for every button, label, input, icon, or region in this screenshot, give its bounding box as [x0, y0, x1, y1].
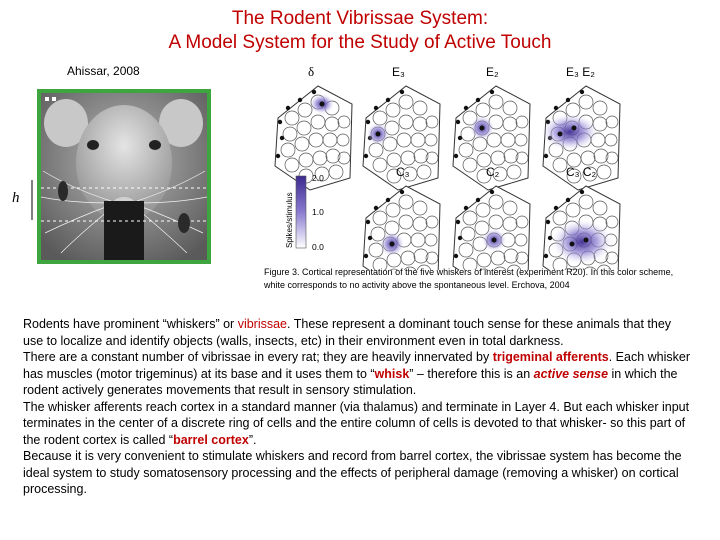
rat-whisker-photo [37, 89, 211, 264]
barrel-cortex-figure [258, 60, 628, 270]
title-line-1: The Rodent Vibrissae System: [231, 8, 489, 29]
colorbar-tick-mid: 1.0 [312, 207, 324, 217]
photo-credit: Ahissar, 2008 [67, 64, 140, 78]
term-vibrissae: vibrissae [237, 317, 288, 331]
map-c2 [453, 186, 530, 270]
term-active-sense: active sense [533, 366, 609, 381]
paragraph-3: The whisker afferents reach cortex in a standard manner (via thalamus) and terminate in Layer 4. But each whisker input terminates in the center of a discrete ring of cells and the entire column of cells is devoted to that whisker- so this part of the rodent cortex is called “barrel cortex”. [23, 399, 690, 447]
label-e3e2: E₃ E₂ [566, 65, 595, 79]
map-c3 [363, 186, 440, 270]
body-text [23, 316, 693, 498]
colorbar [296, 176, 306, 248]
colorbar-tick-high: 2.0 [312, 173, 324, 183]
colorbar-tick-low: 0.0 [312, 242, 324, 252]
label-e2: E₂ [486, 65, 499, 79]
paragraph-4: Because it is very convenient to stimulate whiskers and record from barrel cortex, the vibrissae system has become the ideal system to study somatosensory processing and the effects of peripheral damage (removing a whisker) on cortical processing. [23, 449, 682, 496]
term-barrel-cortex: barrel cortex [173, 432, 249, 447]
cortical-maps [258, 60, 628, 270]
colorbar-label: Spikes/stimulus [285, 192, 294, 248]
term-whisk: whisk [374, 366, 410, 381]
label-delta: δ [308, 64, 315, 79]
height-label: h [12, 190, 20, 206]
slide-title [0, 7, 720, 55]
paragraph-1: Rodents have prominent “whiskers” or vibrissae. These represent a dominant touch sense for these animals that they use to localize and identify objects (walls, insects, etc) in their environment even in total darkness. [23, 317, 672, 348]
paragraph-2: There are a constant number of vibrissae in every rat; they are heavily innervated by trigeminal afferents. Each whisker has muscles (motor trigeminus) at its base and it uses them to “whisk” – therefore this is an active sense in which the rodent actively generates movements that result in sensory stimulation. [23, 350, 690, 397]
label-c2: C₂ [486, 165, 500, 179]
label-c3: C₃ [396, 165, 410, 179]
height-arrow-icon [31, 180, 33, 220]
title-line-2: A Model System for the Study of Active Touch [168, 32, 552, 53]
term-trigeminal-afferents: trigeminal afferents [492, 350, 609, 364]
map-c3c2 [543, 186, 620, 270]
rat-photo-illustration [41, 93, 207, 260]
label-e3: E₃ [392, 65, 405, 79]
label-c3c2: C₃ C₂ [566, 165, 597, 179]
figure-caption: Figure 3. Cortical representation of the five whiskers of interest (experiment R20). In this color scheme, white corresponds to no activity above the spontaneous level. Erchova, 2004 [264, 267, 674, 290]
